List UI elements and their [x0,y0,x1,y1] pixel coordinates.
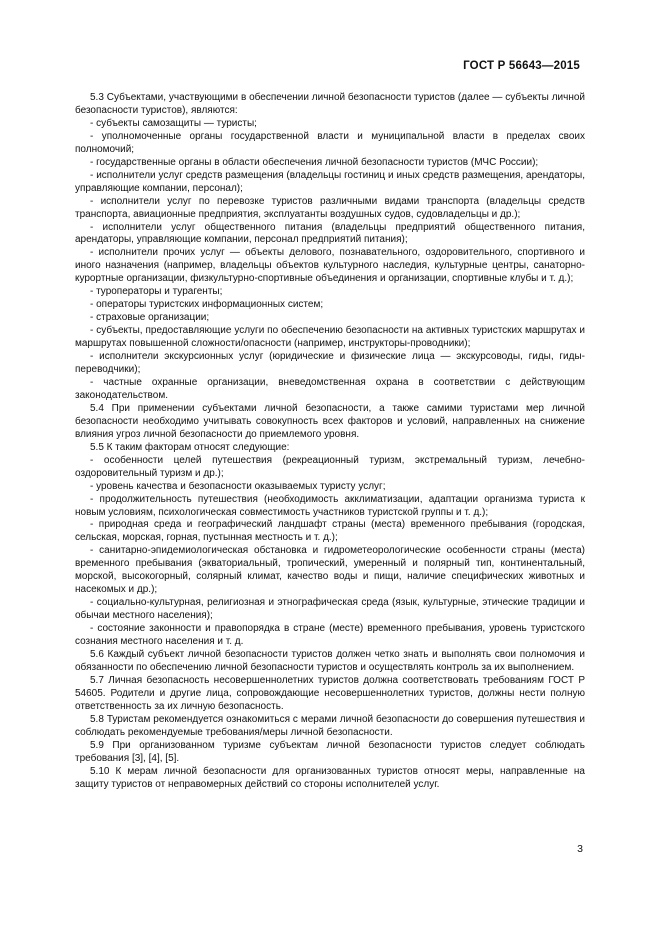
list-item: - исполнители услуг по перевозке туристов различными видами транспорта (владельцы средств транспорта, авиационные предприятия, эксплуатанты воздушных судов, судовладельцы и др.); [75,195,585,220]
paragraph: 5.5 К таким факторам относят следующие: [90,441,290,453]
list-item: - уполномоченные органы государственной власти и муниципальной власти в пределах своих полномочий; [75,130,585,155]
list-item: - санитарно-эпидемиологическая обстановка и гидрометеорологические особенности страны (места) временного пребывания (экваториальный, тропический, умеренный и полярный тип, континентальный, морской, высокогорный, солярный климат, качество воды и пищи, наличие специфических животных и насекомых и др.); [75,545,585,596]
list-item: - исполнители прочих услуг — объекты делового, познавательного, оздоровительного, спортивного и иного назначения (например, владельцы объектов культурного наследия, культурные центры, санаторно-курортные организации, физкультурно-спортивные объединения и организации, спортивные клубы и т. д.); [75,247,585,285]
list-item: - продолжительность путешествия (необходимость акклиматизации, адаптации организма туриста к новым условиям, психологическая совместимость участников туристской группы и т. д.); [75,493,585,518]
list-item: - уровень качества и безопасности оказываемых туристу услуг; [90,480,386,492]
list-item: - социально-культурная, религиозная и этнографическая среда (язык, культурные, этические традиции и обычаи местного населения); [75,597,585,622]
list-item: - особенности целей путешествия (рекреационный туризм, экстремальный туризм, лечебно-оздоровительный туризм и др.); [75,454,585,479]
paragraph: 5.3 Субъектами, участвующими в обеспечении личной безопасности туристов (далее — субъекты личной безопасности туристов), являются: [75,92,585,116]
paragraph: 5.6 Каждый субъект личной безопасности туристов должен четко знать и выполнять свои полномочия и обязанности по обеспечению личной безопасности туристов и осуществлять контроль за их выполнением. [75,648,585,673]
list-item: - туроператоры и турагенты; [90,286,223,298]
list-item: - субъекты самозащиты — туристы; [90,117,257,129]
list-item: - исполнители экскурсионных услуг (юридические и физические лица — экскурсоводы, гиды, гиды-переводчики); [75,351,585,376]
paragraph: 5.9 При организованном туризме субъектам личной безопасности туристов следует соблюдать требования [3], [4], [5]. [75,739,585,764]
list-item: - состояние законности и правопорядка в стране (месте) временного пребывания, уровень туристского сознания местного населения и т. д. [75,623,585,648]
paragraph: 5.8 Туристам рекомендуется ознакомиться с мерами личной безопасности до совершения путешествия и соблюдать рекомендуемые требования/меры личной безопасности. [75,713,585,738]
list-item: - исполнители услуг средств размещения (владельцы гостиниц и иных средств размещения, арендаторы, управляющие компании, персонал); [75,169,585,194]
list-item: - операторы туристских информационных систем; [90,299,324,311]
list-item: - частные охранные организации, вневедомственная охрана в соответствии с действующим законодательством. [75,376,585,401]
document-code-header: ГОСТ Р 56643—2015 [463,60,580,72]
paragraph: 5.4 При применении субъектами личной безопасности, а также самими туристами мер личной безопасности необходимо учитывать совокупность всех факторов и условий, направленных на снижение влияния угроз личной безопасности до приемлемого уровня. [75,402,585,440]
paragraph: 5.7 Личная безопасность несовершеннолетних туристов должна соответствовать требованиям ГОСТ Р 54605. Родители и другие лица, сопровождающие несовершеннолетних туристов, должны нести полную ответственность за их личную безопасность. [75,674,585,712]
list-item: - природная среда и географический ландшафт страны (места) временного пребывания (городская, сельская, морская, горная, пустынная местность и т. д.); [75,519,585,544]
list-item: - исполнители услуг общественного питания (владельцы предприятий общественного питания, арендаторы, управляющие компании, персонал предприятий питания); [75,221,585,246]
list-item: - государственные органы в области обеспечения личной безопасности туристов (МЧС России); [90,156,539,168]
document-body [75,92,585,791]
list-item: - субъекты, предоставляющие услуги по обеспечению безопасности на активных туристских маршрутах и маршрутах повышенной сложности/опасности (например, инструкторы-проводники); [75,325,585,350]
paragraph: 5.10 К мерам личной безопасности для организованных туристов относят меры, направленные на защиту туристов от неправомерных действий со стороны исполнителей услуг. [75,765,585,790]
page-number: 3 [577,843,583,855]
list-item: - страховые организации; [90,312,210,324]
